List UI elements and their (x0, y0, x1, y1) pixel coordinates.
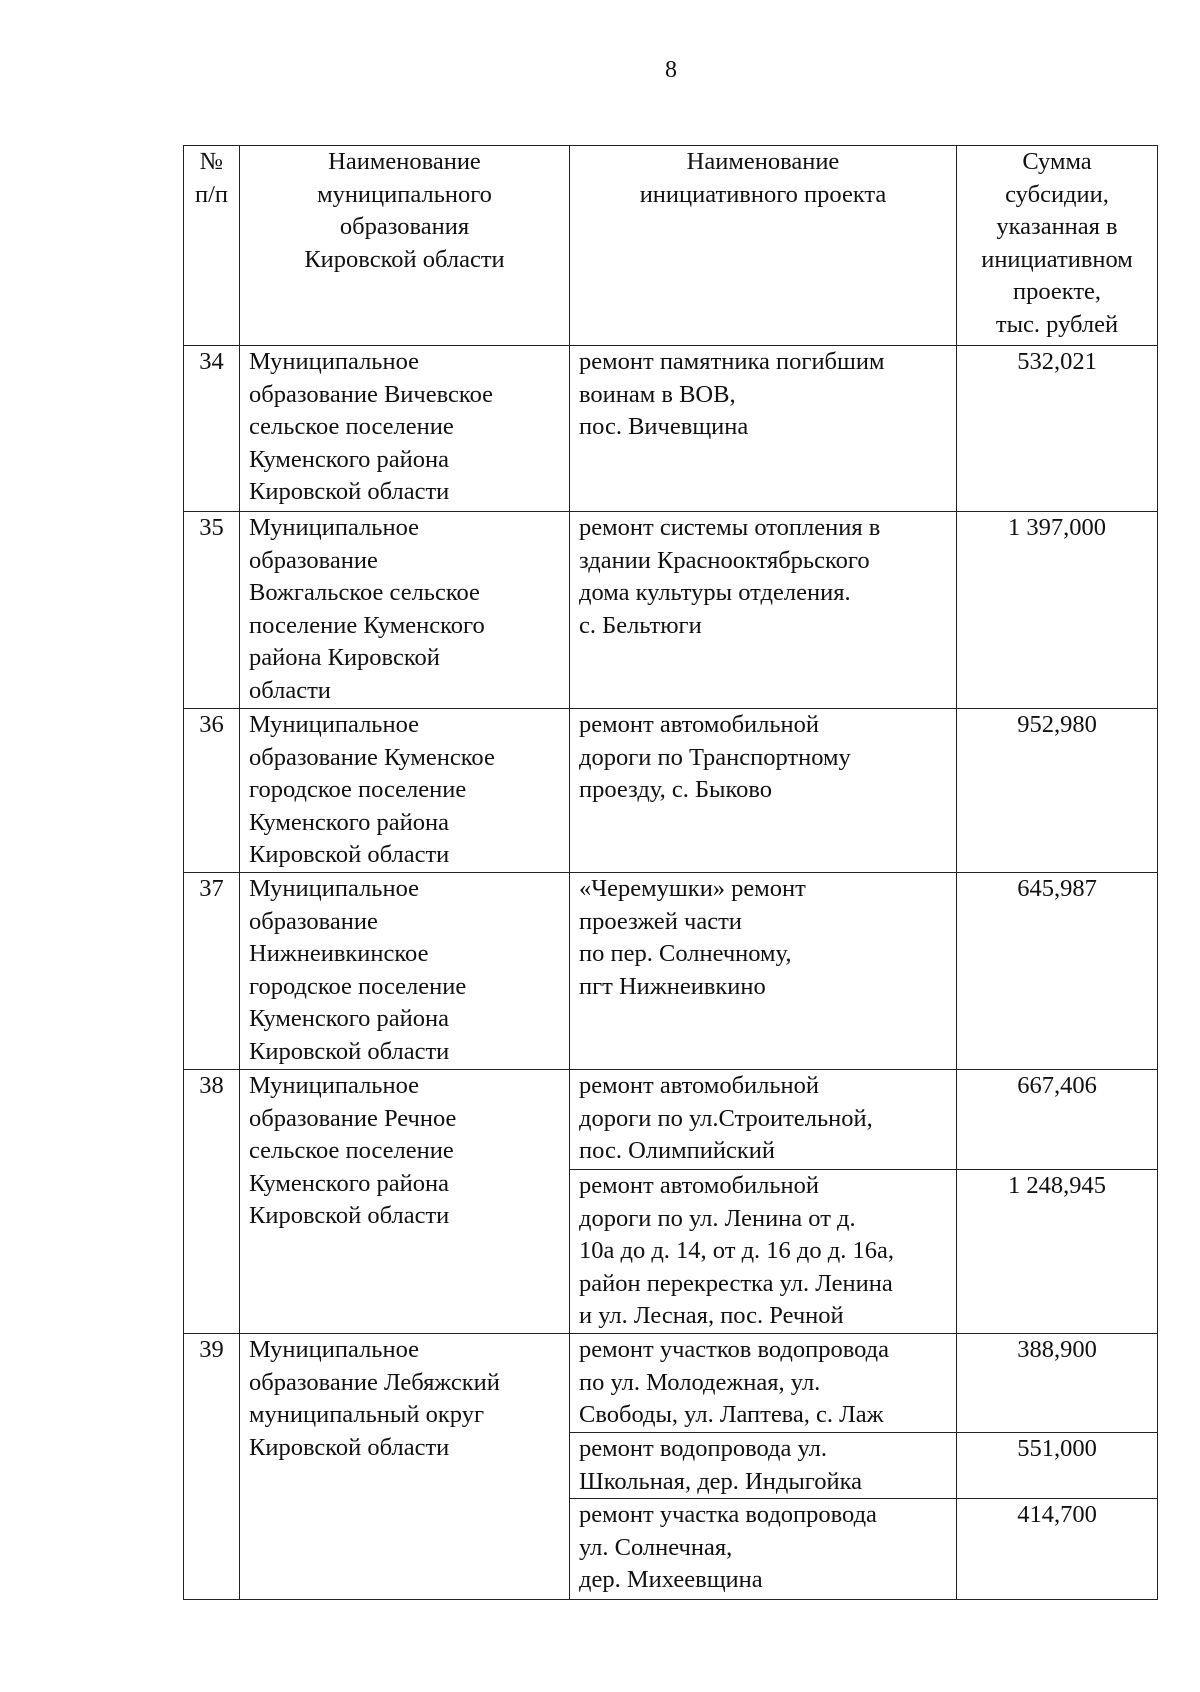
amount-cell: 551,000 (957, 1433, 1158, 1499)
project-cell: ремонт участка водопровода ул. Солнечная, дер. Михеевщина (570, 1499, 957, 1600)
project-cell: ремонт автомобильной дороги по ул. Ленина от д. 10а до д. 14, от д. 16 до д. 16а, район перекрестка ул. Ленина и ул. Лесная, пос. Речной (570, 1170, 957, 1334)
table-header-row (184, 146, 1158, 346)
row-number: 38 (184, 1070, 240, 1334)
municipality-cell: Муниципальное образование Куменское городское поселение Куменского района Кировской области (240, 709, 570, 873)
header-project: Наименование инициативного проекта (570, 146, 957, 346)
page-number: 8 (665, 57, 677, 83)
table-row (184, 709, 1158, 873)
amount-cell: 645,987 (957, 873, 1158, 1070)
row-number: 37 (184, 873, 240, 1070)
header-num: № п/п (184, 146, 240, 346)
amount-cell: 388,900 (957, 1334, 1158, 1433)
amount-cell: 952,980 (957, 709, 1158, 873)
amount-cell: 667,406 (957, 1070, 1158, 1170)
municipality-cell: Муниципальное образование Речное сельское поселение Куменского района Кировской области (240, 1070, 570, 1334)
project-cell: ремонт памятника погибшим воинам в ВОВ, пос. Вичевщина (570, 346, 957, 512)
amount-cell: 414,700 (957, 1499, 1158, 1600)
row-number: 34 (184, 346, 240, 512)
project-cell: «Черемушки» ремонт проезжей части по пер. Солнечному, пгт Нижнеивкино (570, 873, 957, 1070)
table-row (184, 873, 1158, 1070)
amount-cell: 1 248,945 (957, 1170, 1158, 1334)
municipality-cell: Муниципальное образование Вожгальское сельское поселение Куменского района Кировской области (240, 512, 570, 709)
row-number: 35 (184, 512, 240, 709)
municipality-cell: Муниципальное образование Нижнеивкинское городское поселение Куменского района Кировской области (240, 873, 570, 1070)
amount-cell: 532,021 (957, 346, 1158, 512)
project-cell: ремонт автомобильной дороги по ул.Строительной, пос. Олимпийский (570, 1070, 957, 1170)
table-row (184, 1070, 1158, 1170)
table-row (184, 1334, 1158, 1433)
project-cell: ремонт системы отопления в здании Краснооктябрьского дома культуры отделения. с. Бельтюги (570, 512, 957, 709)
table-row (184, 512, 1158, 709)
table-row (184, 346, 1158, 512)
project-cell: ремонт участков водопровода по ул. Молодежная, ул. Свободы, ул. Лаптева, с. Лаж (570, 1334, 957, 1433)
header-amount: Сумма субсидии, указанная в инициативном проекте, тыс. рублей (957, 146, 1158, 346)
row-number: 39 (184, 1334, 240, 1600)
project-cell: ремонт водопровода ул. Школьная, дер. Индыгойка (570, 1433, 957, 1499)
project-cell: ремонт автомобильной дороги по Транспортному проезду, с. Быково (570, 709, 957, 873)
amount-cell: 1 397,000 (957, 512, 1158, 709)
subsidy-table (183, 145, 1158, 1600)
row-number: 36 (184, 709, 240, 873)
municipality-cell: Муниципальное образование Лебяжский муниципальный округ Кировской области (240, 1334, 570, 1600)
header-municipality: Наименование муниципального образования Кировской области (240, 146, 570, 346)
municipality-cell: Муниципальное образование Вичевское сельское поселение Куменского района Кировской области (240, 346, 570, 512)
